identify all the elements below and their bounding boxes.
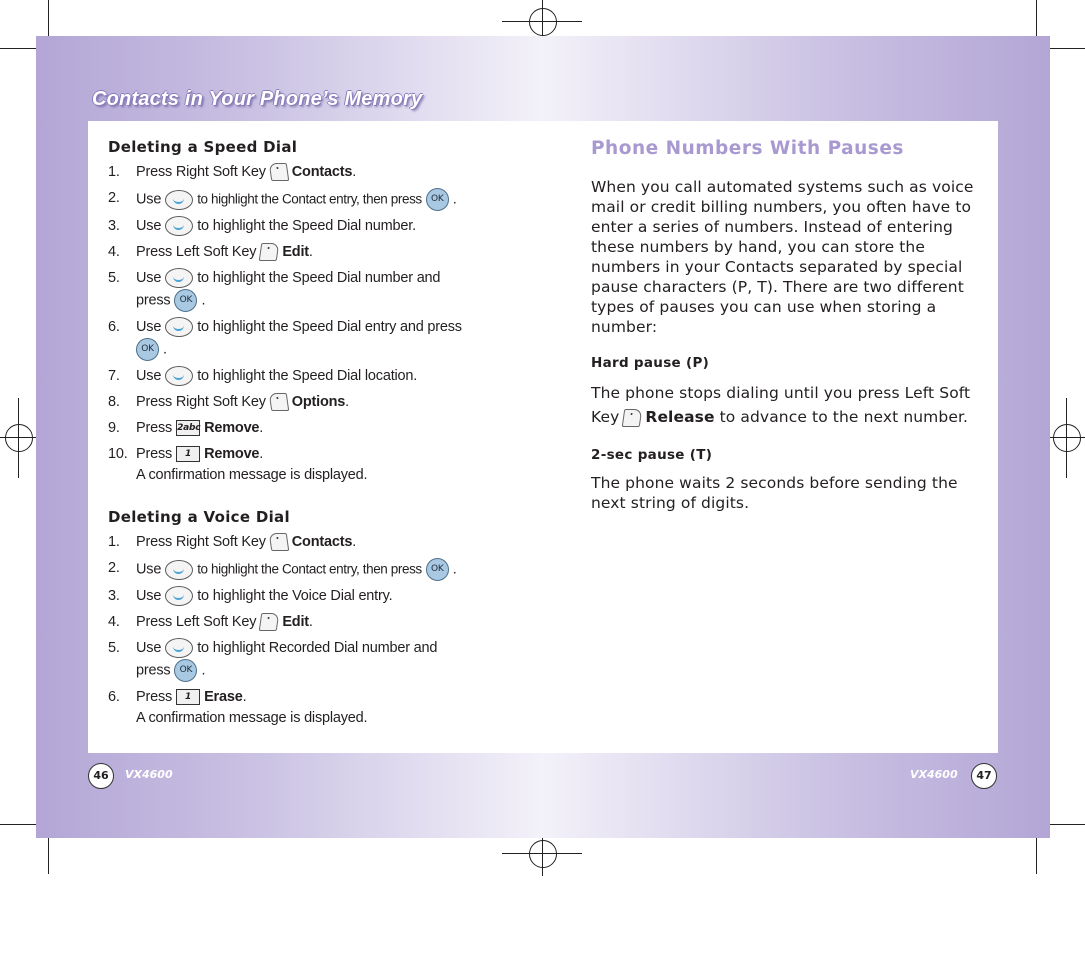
- left-column: [108, 138, 508, 734]
- nav-key-icon: [165, 317, 193, 337]
- right-soft-key-icon: [269, 163, 290, 181]
- crop-mark: [48, 0, 49, 36]
- registration-mark: [1050, 437, 1085, 438]
- registration-mark: [542, 836, 543, 876]
- nav-key-icon: [165, 268, 193, 288]
- list-item: 4. Press Left Soft Key Edit.: [108, 244, 313, 260]
- speed-dial-steps: [108, 162, 508, 486]
- crop-mark: [1050, 48, 1085, 49]
- key-2abc-icon: 2abc: [176, 420, 200, 436]
- subheading-hard-pause: Hard pause (P): [591, 355, 710, 371]
- list-item: 2. Use to highlight the Contact entry, then press OK .: [108, 558, 508, 581]
- list-item: 10. Press 1 Remove. A confirmation message is displayed.: [108, 446, 368, 483]
- intro-paragraph: When you call automated systems such as voice mail or credit billing numbers, you often have to enter a series of numbers. Instead of entering these numbers by hand, you can store the numbers in your Contacts separated by special pause characters (P, T). There are two different types of pauses you can use when storing a number:: [591, 178, 974, 336]
- subheading-2sec-pause: 2-sec pause (T): [591, 447, 713, 463]
- left-soft-key-icon: [622, 409, 643, 427]
- sec-pause-paragraph: The phone waits 2 seconds before sending the next string of digits.: [591, 474, 958, 512]
- left-soft-key-icon: [259, 613, 280, 631]
- right-soft-key-icon: [269, 533, 290, 551]
- crop-mark: [1036, 838, 1037, 874]
- model-label-right: VX4600: [910, 768, 958, 781]
- section-title-pauses: Phone Numbers With Pauses: [591, 138, 904, 159]
- list-item: 1. Press Right Soft Key Contacts.: [108, 534, 357, 550]
- list-item: 7. Use to highlight the Speed Dial location.: [108, 366, 508, 387]
- voice-dial-steps: [108, 532, 508, 729]
- list-item: 2. Use to highlight the Contact entry, then press OK .: [108, 188, 508, 211]
- nav-key-icon: [165, 638, 193, 658]
- registration-mark: [1053, 424, 1081, 452]
- nav-key-icon: [165, 366, 193, 386]
- list-item: 5. Use to highlight the Speed Dial number and press OK .: [108, 268, 508, 312]
- nav-key-icon: [165, 190, 193, 210]
- right-column: [591, 138, 981, 531]
- registration-mark: [542, 0, 543, 36]
- registration-mark: [529, 840, 557, 868]
- hard-pause-paragraph: The phone stops dialing until you press Left Soft Key Release to advance to the next number.: [591, 384, 971, 426]
- ok-key-icon: OK: [426, 188, 449, 211]
- crop-mark: [1050, 824, 1085, 825]
- crop-mark: [48, 838, 49, 874]
- page-number-right: 47: [971, 763, 997, 789]
- ok-key-icon: OK: [136, 338, 159, 361]
- nav-key-icon: [165, 586, 193, 606]
- nav-key-icon: [165, 216, 193, 236]
- nav-key-icon: [165, 560, 193, 580]
- list-item: 9. Press 2abc Remove.: [108, 420, 264, 436]
- registration-mark: [529, 8, 557, 36]
- key-1-icon: 1: [176, 689, 200, 705]
- model-label-left: VX4600: [125, 768, 173, 781]
- list-item: 6. Press 1 Erase. A confirmation message is displayed.: [108, 689, 368, 726]
- left-soft-key-icon: [259, 243, 280, 261]
- page-number-left: 46: [88, 763, 114, 789]
- list-item: 8. Press Right Soft Key Options.: [108, 394, 349, 410]
- ok-key-icon: OK: [174, 659, 197, 682]
- registration-mark: [1066, 398, 1067, 478]
- registration-mark: [18, 398, 19, 478]
- right-soft-key-icon: [269, 393, 290, 411]
- list-item: 3. Use to highlight the Voice Dial entry.: [108, 586, 508, 607]
- ok-key-icon: OK: [174, 289, 197, 312]
- list-item: 5. Use to highlight Recorded Dial number and press OK .: [108, 638, 508, 682]
- page-title: Contacts in Your Phone’s Memory: [92, 88, 423, 110]
- ok-key-icon: OK: [426, 558, 449, 581]
- section-heading-speed-dial: Deleting a Speed Dial: [108, 138, 298, 156]
- crop-mark: [0, 48, 36, 49]
- registration-mark: [5, 424, 33, 452]
- list-item: 6. Use to highlight the Speed Dial entry and press OK .: [108, 317, 508, 361]
- section-heading-voice-dial: Deleting a Voice Dial: [108, 508, 290, 526]
- list-item: 1. Press Right Soft Key Contacts.: [108, 164, 357, 180]
- key-1-icon: 1: [176, 446, 200, 462]
- crop-mark: [0, 824, 36, 825]
- list-item: 3. Use to highlight the Speed Dial number.: [108, 216, 508, 237]
- list-item: 4. Press Left Soft Key Edit.: [108, 614, 313, 630]
- crop-mark: [1036, 0, 1037, 36]
